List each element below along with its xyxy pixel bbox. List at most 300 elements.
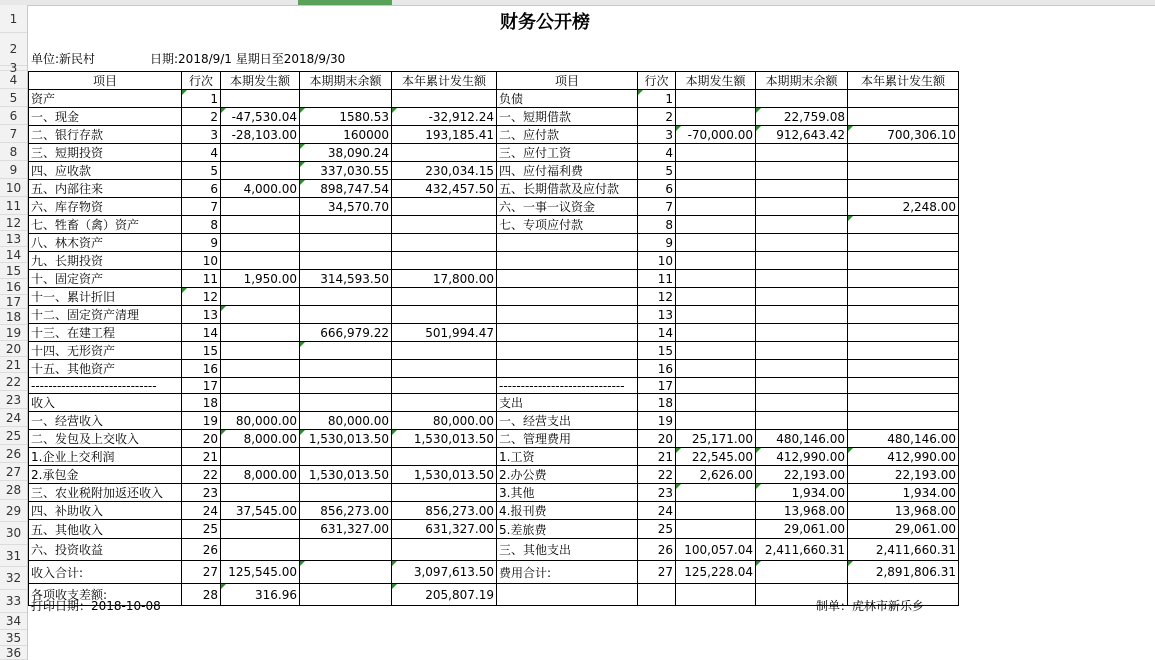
table-cell[interactable]: 22 [638, 466, 676, 484]
table-cell[interactable] [756, 90, 848, 108]
table-cell[interactable]: 205,807.19 [392, 584, 497, 606]
row-number[interactable]: 18 [0, 309, 27, 325]
table-cell[interactable] [300, 394, 392, 412]
column-header[interactable]: 本年累计发生额 [848, 72, 959, 90]
table-cell[interactable] [300, 216, 392, 234]
table-cell[interactable]: 1 [182, 90, 221, 108]
table-cell[interactable] [756, 162, 848, 180]
table-cell[interactable]: 25 [182, 520, 221, 539]
table-cell[interactable] [848, 180, 959, 198]
table-cell[interactable] [221, 306, 300, 324]
table-cell[interactable]: 3,097,613.50 [392, 561, 497, 584]
table-cell[interactable] [300, 378, 392, 394]
table-cell[interactable] [756, 234, 848, 252]
table-cell[interactable] [676, 270, 756, 288]
table-cell[interactable] [848, 162, 959, 180]
table-cell[interactable]: 二、银行存款 [29, 126, 182, 144]
table-cell[interactable] [756, 198, 848, 216]
table-cell[interactable]: 2,411,660.31 [848, 539, 959, 561]
table-cell[interactable]: 10 [182, 252, 221, 270]
table-cell[interactable] [221, 90, 300, 108]
table-cell[interactable]: 38,090.24 [300, 144, 392, 162]
table-cell[interactable] [848, 288, 959, 306]
table-cell[interactable] [392, 144, 497, 162]
table-cell[interactable]: 负债 [497, 90, 638, 108]
table-cell[interactable]: 7 [182, 198, 221, 216]
table-cell[interactable]: 8 [638, 216, 676, 234]
row-number[interactable]: 1 [0, 5, 27, 33]
table-cell[interactable]: 28 [182, 584, 221, 606]
table-cell[interactable] [676, 90, 756, 108]
table-cell[interactable] [848, 252, 959, 270]
row-number[interactable]: 27 [0, 463, 27, 481]
table-cell[interactable] [392, 360, 497, 378]
table-cell[interactable] [300, 561, 392, 584]
table-cell[interactable]: 2 [638, 108, 676, 126]
table-cell[interactable]: 27 [638, 561, 676, 584]
table-cell[interactable] [848, 108, 959, 126]
table-cell[interactable]: 16 [182, 360, 221, 378]
table-cell[interactable]: 337,030.55 [300, 162, 392, 180]
table-cell[interactable] [756, 360, 848, 378]
table-cell[interactable]: 24 [182, 502, 221, 520]
table-cell[interactable] [848, 394, 959, 412]
table-cell[interactable]: 3 [638, 126, 676, 144]
table-cell[interactable]: -47,530.04 [221, 108, 300, 126]
column-header[interactable]: 本年累计发生额 [392, 72, 497, 90]
table-cell[interactable]: 3 [182, 126, 221, 144]
row-number[interactable]: 24 [0, 409, 27, 427]
table-cell[interactable]: 2,411,660.31 [756, 539, 848, 561]
table-cell[interactable]: 六、库存物资 [29, 198, 182, 216]
table-cell[interactable]: 5 [182, 162, 221, 180]
row-number[interactable]: 11 [0, 197, 27, 215]
table-cell[interactable] [756, 144, 848, 162]
table-cell[interactable]: 22,193.00 [848, 466, 959, 484]
table-cell[interactable] [392, 90, 497, 108]
table-cell[interactable]: 160000 [300, 126, 392, 144]
table-cell[interactable]: 230,034.15 [392, 162, 497, 180]
table-cell[interactable]: 25 [638, 520, 676, 539]
table-cell[interactable]: 十一、累计折旧 [29, 288, 182, 306]
table-cell[interactable]: 二、管理费用 [497, 430, 638, 448]
row-number[interactable]: 31 [0, 545, 27, 567]
table-cell[interactable] [676, 144, 756, 162]
table-cell[interactable] [221, 520, 300, 539]
table-cell[interactable]: 412,990.00 [848, 448, 959, 466]
row-number[interactable]: 33 [0, 590, 27, 613]
row-number[interactable]: 6 [0, 107, 27, 125]
table-cell[interactable]: 四、补助收入 [29, 502, 182, 520]
row-number[interactable]: 29 [0, 500, 27, 522]
table-cell[interactable] [676, 306, 756, 324]
table-cell[interactable] [756, 342, 848, 360]
table-cell[interactable] [756, 216, 848, 234]
table-cell[interactable]: 1,530,013.50 [300, 466, 392, 484]
table-cell[interactable]: 2.办公费 [497, 466, 638, 484]
table-cell[interactable]: 314,593.50 [300, 270, 392, 288]
table-cell[interactable]: 14 [182, 324, 221, 342]
table-cell[interactable]: 631,327.00 [392, 520, 497, 539]
table-cell[interactable]: 700,306.10 [848, 126, 959, 144]
table-cell[interactable] [756, 324, 848, 342]
table-cell[interactable] [756, 270, 848, 288]
table-cell[interactable] [676, 180, 756, 198]
table-cell[interactable]: 25,171.00 [676, 430, 756, 448]
table-cell[interactable]: 2 [182, 108, 221, 126]
table-cell[interactable]: 501,994.47 [392, 324, 497, 342]
table-cell[interactable]: 24 [638, 502, 676, 520]
table-cell[interactable] [221, 394, 300, 412]
table-cell[interactable]: 六、一事一议资金 [497, 198, 638, 216]
column-header[interactable]: 项目 [29, 72, 182, 90]
row-number[interactable]: 4 [0, 71, 27, 89]
row-number[interactable]: 25 [0, 427, 27, 445]
table-cell[interactable]: 6 [638, 180, 676, 198]
row-number[interactable]: 15 [0, 263, 27, 279]
table-cell[interactable]: 三、短期投资 [29, 144, 182, 162]
table-cell[interactable]: 898,747.54 [300, 180, 392, 198]
table-cell[interactable]: 1.企业上交利润 [29, 448, 182, 466]
table-cell[interactable] [221, 342, 300, 360]
table-cell[interactable] [756, 378, 848, 394]
row-number[interactable]: 23 [0, 391, 27, 409]
table-cell[interactable]: 22,759.08 [756, 108, 848, 126]
table-cell[interactable]: 80,000.00 [392, 412, 497, 430]
table-cell[interactable] [676, 108, 756, 126]
table-cell[interactable] [848, 342, 959, 360]
table-cell[interactable]: 4,000.00 [221, 180, 300, 198]
table-cell[interactable] [848, 378, 959, 394]
table-cell[interactable]: 912,643.42 [756, 126, 848, 144]
table-cell[interactable]: 十二、固定资产清理 [29, 306, 182, 324]
table-cell[interactable] [221, 252, 300, 270]
table-cell[interactable] [756, 394, 848, 412]
table-cell[interactable]: 22,545.00 [676, 448, 756, 466]
table-cell[interactable]: 支出 [497, 394, 638, 412]
row-number[interactable]: 30 [0, 522, 27, 545]
table-cell[interactable] [848, 144, 959, 162]
table-cell[interactable]: 7 [638, 198, 676, 216]
table-cell[interactable]: 9 [638, 234, 676, 252]
row-number[interactable]: 36 [0, 646, 27, 660]
table-cell[interactable] [221, 288, 300, 306]
table-cell[interactable]: 34,570.70 [300, 198, 392, 216]
table-cell[interactable]: -28,103.00 [221, 126, 300, 144]
table-cell[interactable]: 1,934.00 [756, 484, 848, 502]
table-cell[interactable] [497, 288, 638, 306]
table-cell[interactable]: 27 [182, 561, 221, 584]
table-cell[interactable] [497, 252, 638, 270]
table-cell[interactable]: 4 [638, 144, 676, 162]
table-cell[interactable]: 26 [182, 539, 221, 561]
table-cell[interactable] [392, 216, 497, 234]
table-cell[interactable]: 856,273.00 [300, 502, 392, 520]
table-cell[interactable]: 13 [638, 306, 676, 324]
table-cell[interactable]: 十五、其他资产 [29, 360, 182, 378]
table-cell[interactable] [300, 584, 392, 606]
table-cell[interactable]: 十、固定资产 [29, 270, 182, 288]
table-cell[interactable]: 29,061.00 [848, 520, 959, 539]
table-cell[interactable] [300, 90, 392, 108]
table-cell[interactable] [848, 234, 959, 252]
table-cell[interactable] [392, 234, 497, 252]
table-cell[interactable]: 10 [638, 252, 676, 270]
table-cell[interactable] [676, 412, 756, 430]
row-number[interactable]: 17 [0, 295, 27, 309]
table-cell[interactable] [676, 342, 756, 360]
table-cell[interactable] [392, 252, 497, 270]
row-number[interactable]: 34 [0, 613, 27, 630]
table-cell[interactable]: 20 [182, 430, 221, 448]
table-cell[interactable]: 资产 [29, 90, 182, 108]
table-cell[interactable]: 16 [638, 360, 676, 378]
table-cell[interactable]: 4 [182, 144, 221, 162]
table-cell[interactable]: 80,000.00 [300, 412, 392, 430]
table-cell[interactable]: 21 [182, 448, 221, 466]
row-number[interactable]: 19 [0, 325, 27, 341]
table-cell[interactable] [676, 394, 756, 412]
table-cell[interactable]: 三、其他支出 [497, 539, 638, 561]
table-cell[interactable] [676, 198, 756, 216]
table-cell[interactable]: 9 [182, 234, 221, 252]
table-cell[interactable] [676, 288, 756, 306]
table-cell[interactable] [848, 324, 959, 342]
table-cell[interactable] [221, 144, 300, 162]
row-number[interactable]: 9 [0, 161, 27, 179]
table-cell[interactable] [676, 378, 756, 394]
table-cell[interactable]: 412,990.00 [756, 448, 848, 466]
table-cell[interactable]: 十四、无形资产 [29, 342, 182, 360]
table-cell[interactable]: 2,248.00 [848, 198, 959, 216]
table-cell[interactable] [848, 412, 959, 430]
table-cell[interactable]: 各项收支差额: [29, 584, 182, 606]
table-cell[interactable]: 二、发包及上交收入 [29, 430, 182, 448]
table-cell[interactable] [848, 90, 959, 108]
table-cell[interactable]: 五、其他收入 [29, 520, 182, 539]
table-cell[interactable]: 8,000.00 [221, 466, 300, 484]
table-cell[interactable]: 193,185.41 [392, 126, 497, 144]
table-cell[interactable]: 37,545.00 [221, 502, 300, 520]
table-cell[interactable] [676, 584, 756, 606]
table-cell[interactable]: 四、应付福利费 [497, 162, 638, 180]
table-cell[interactable]: 2.承包金 [29, 466, 182, 484]
table-cell[interactable]: 1.工资 [497, 448, 638, 466]
row-number[interactable]: 5 [0, 89, 27, 107]
table-cell[interactable]: 一、经营支出 [497, 412, 638, 430]
table-cell[interactable]: 一、现金 [29, 108, 182, 126]
table-cell[interactable]: 费用合计: [497, 561, 638, 584]
table-cell[interactable] [221, 234, 300, 252]
table-cell[interactable]: 19 [638, 412, 676, 430]
table-cell[interactable]: 8,000.00 [221, 430, 300, 448]
table-cell[interactable]: 100,057.04 [676, 539, 756, 561]
table-cell[interactable] [848, 270, 959, 288]
table-cell[interactable]: 5 [638, 162, 676, 180]
column-header[interactable]: 本期期末余额 [756, 72, 848, 90]
table-cell[interactable] [221, 216, 300, 234]
table-cell[interactable]: 125,545.00 [221, 561, 300, 584]
table-cell[interactable] [756, 412, 848, 430]
table-cell[interactable]: 15 [638, 342, 676, 360]
column-header[interactable]: 行次 [638, 72, 676, 90]
table-cell[interactable]: 1 [638, 90, 676, 108]
row-number[interactable]: 10 [0, 179, 27, 197]
column-header[interactable]: 本期发生额 [676, 72, 756, 90]
table-cell[interactable] [497, 234, 638, 252]
table-cell[interactable]: 2,626.00 [676, 466, 756, 484]
table-cell[interactable] [676, 162, 756, 180]
table-cell[interactable]: 4.报刊费 [497, 502, 638, 520]
table-cell[interactable] [497, 342, 638, 360]
table-cell[interactable]: 五、内部往来 [29, 180, 182, 198]
table-cell[interactable] [497, 324, 638, 342]
table-cell[interactable]: 666,979.22 [300, 324, 392, 342]
table-cell[interactable] [300, 448, 392, 466]
table-cell[interactable] [848, 306, 959, 324]
table-cell[interactable] [676, 360, 756, 378]
table-cell[interactable]: 856,273.00 [392, 502, 497, 520]
row-number[interactable]: 7 [0, 125, 27, 143]
table-cell[interactable] [221, 162, 300, 180]
table-cell[interactable] [300, 252, 392, 270]
table-cell[interactable]: 四、应收款 [29, 162, 182, 180]
table-cell[interactable] [756, 306, 848, 324]
table-cell[interactable]: 14 [638, 324, 676, 342]
table-cell[interactable]: 22,193.00 [756, 466, 848, 484]
table-cell[interactable] [300, 539, 392, 561]
table-cell[interactable] [221, 378, 300, 394]
table-cell[interactable] [300, 306, 392, 324]
table-cell[interactable] [300, 288, 392, 306]
table-cell[interactable]: 11 [182, 270, 221, 288]
table-cell[interactable]: 18 [638, 394, 676, 412]
table-cell[interactable]: 6 [182, 180, 221, 198]
table-cell[interactable]: 1580.53 [300, 108, 392, 126]
table-cell[interactable]: 13,968.00 [848, 502, 959, 520]
table-cell[interactable]: 六、投资收益 [29, 539, 182, 561]
table-cell[interactable] [676, 252, 756, 270]
table-cell[interactable]: 20 [638, 430, 676, 448]
row-number[interactable]: 20 [0, 341, 27, 357]
table-cell[interactable]: 五、长期借款及应付款 [497, 180, 638, 198]
row-number[interactable]: 8 [0, 143, 27, 161]
table-cell[interactable] [497, 306, 638, 324]
table-cell[interactable]: 15 [182, 342, 221, 360]
row-number[interactable]: 22 [0, 373, 27, 391]
table-cell[interactable]: 收入合计: [29, 561, 182, 584]
table-cell[interactable]: 八、林木资产 [29, 234, 182, 252]
table-cell[interactable] [221, 324, 300, 342]
table-cell[interactable] [497, 360, 638, 378]
table-cell[interactable]: 12 [182, 288, 221, 306]
table-cell[interactable]: 17,800.00 [392, 270, 497, 288]
table-cell[interactable]: 3.其他 [497, 484, 638, 502]
column-header[interactable]: 本期发生额 [221, 72, 300, 90]
table-cell[interactable]: 2,891,806.31 [848, 561, 959, 584]
column-header[interactable]: 行次 [182, 72, 221, 90]
table-cell[interactable] [497, 584, 638, 606]
row-number[interactable]: 13 [0, 231, 27, 247]
table-cell[interactable]: 18 [182, 394, 221, 412]
table-cell[interactable]: 23 [182, 484, 221, 502]
row-number[interactable]: 35 [0, 630, 27, 646]
table-cell[interactable] [756, 561, 848, 584]
table-cell[interactable]: 七、专项应付款 [497, 216, 638, 234]
table-cell[interactable]: ----------------------------- [29, 378, 182, 394]
table-cell[interactable] [392, 306, 497, 324]
table-cell[interactable]: -32,912.24 [392, 108, 497, 126]
table-cell[interactable]: 125,228.04 [676, 561, 756, 584]
table-cell[interactable] [221, 484, 300, 502]
table-cell[interactable] [848, 216, 959, 234]
table-cell[interactable]: 13 [182, 306, 221, 324]
table-cell[interactable]: 十三、在建工程 [29, 324, 182, 342]
table-cell[interactable] [392, 378, 497, 394]
table-cell[interactable]: 1,950.00 [221, 270, 300, 288]
table-cell[interactable]: 80,000.00 [221, 412, 300, 430]
table-cell[interactable]: 一、经营收入 [29, 412, 182, 430]
table-cell[interactable] [392, 394, 497, 412]
table-cell[interactable] [221, 539, 300, 561]
table-cell[interactable]: 1,530,013.50 [392, 466, 497, 484]
table-cell[interactable]: 480,146.00 [756, 430, 848, 448]
table-cell[interactable] [392, 484, 497, 502]
table-cell[interactable]: 11 [638, 270, 676, 288]
table-cell[interactable]: 432,457.50 [392, 180, 497, 198]
table-cell[interactable] [392, 448, 497, 466]
table-cell[interactable]: 七、牲畜（禽）资产 [29, 216, 182, 234]
row-number[interactable]: 12 [0, 215, 27, 231]
table-cell[interactable]: 22 [182, 466, 221, 484]
row-number[interactable]: 32 [0, 567, 27, 590]
table-cell[interactable]: 631,327.00 [300, 520, 392, 539]
table-cell[interactable]: 29,061.00 [756, 520, 848, 539]
table-cell[interactable]: 1,530,013.50 [300, 430, 392, 448]
table-cell[interactable] [300, 484, 392, 502]
table-cell[interactable] [676, 234, 756, 252]
row-number[interactable]: 3 [0, 66, 27, 71]
table-cell[interactable]: 17 [182, 378, 221, 394]
table-cell[interactable] [676, 324, 756, 342]
table-cell[interactable] [756, 252, 848, 270]
table-cell[interactable]: 1,934.00 [848, 484, 959, 502]
table-cell[interactable] [676, 216, 756, 234]
table-cell[interactable]: 8 [182, 216, 221, 234]
table-cell[interactable] [676, 520, 756, 539]
table-cell[interactable]: 19 [182, 412, 221, 430]
row-number[interactable]: 16 [0, 279, 27, 295]
table-cell[interactable] [756, 288, 848, 306]
column-header[interactable]: 本期期末余额 [300, 72, 392, 90]
table-cell[interactable]: 480,146.00 [848, 430, 959, 448]
table-cell[interactable]: 17 [638, 378, 676, 394]
row-number[interactable]: 26 [0, 445, 27, 463]
table-cell[interactable]: 1,530,013.50 [392, 430, 497, 448]
table-cell[interactable]: 5.差旅费 [497, 520, 638, 539]
table-cell[interactable] [221, 360, 300, 378]
row-number[interactable]: 28 [0, 481, 27, 500]
table-cell[interactable] [300, 342, 392, 360]
table-cell[interactable] [392, 539, 497, 561]
table-cell[interactable] [848, 360, 959, 378]
table-cell[interactable]: 三、农业税附加返还收入 [29, 484, 182, 502]
table-cell[interactable] [756, 180, 848, 198]
table-cell[interactable]: 26 [638, 539, 676, 561]
table-cell[interactable] [300, 234, 392, 252]
table-cell[interactable] [300, 360, 392, 378]
column-header[interactable]: 项目 [497, 72, 638, 90]
